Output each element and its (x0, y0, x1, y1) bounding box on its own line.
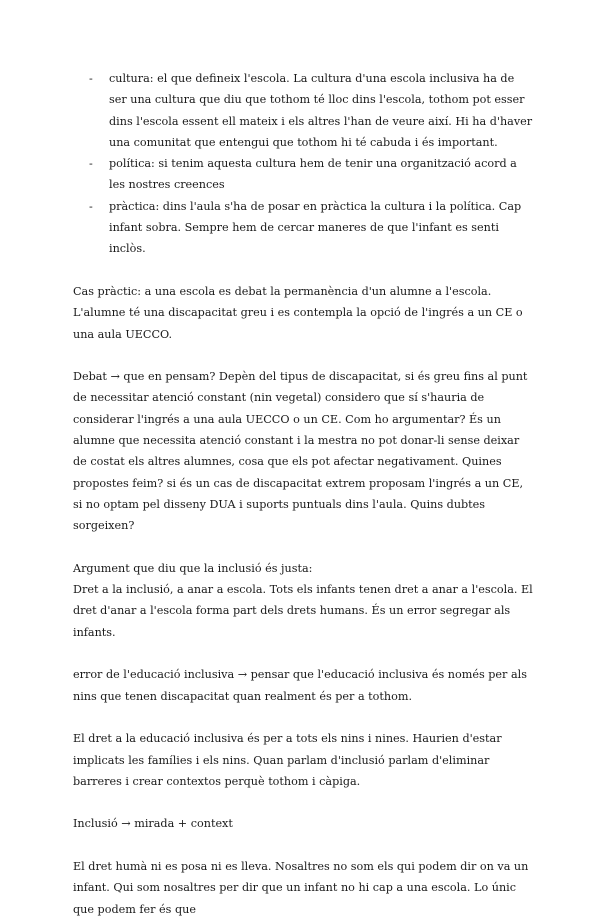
argument-heading: Argument que diu que la inclusió és justa: (73, 561, 313, 575)
bullet-dash: - (89, 199, 93, 213)
bullet-dash: - (89, 157, 93, 171)
inclusio-formula: Inclusió → mirada + context (73, 817, 233, 831)
bullet-text-practica: pràctica: dins l'aula s'ha de posar en pràctica la cultura i la política. Cap infant sobra. Sempre hem de cercar maneres de que l'infant es senti inclòs. (109, 199, 522, 256)
paragraph-argument: Dret a la inclusió, a anar a escola. Tots els infants tenen dret a anar a l'escola. El dret d'anar a l'escola forma part dels drets humans. És un error segregar als infants. (73, 583, 533, 639)
document-content (73, 68, 535, 920)
paragraph-dret: El dret a la educació inclusiva és per a tots els nins i nines. Haurien d'estar implicats les famílies i els nins. Quan parlam d'inclusió parlam d'eliminar barreres i crear contextos perquè tothom i càpiga. (73, 732, 502, 788)
bullet-text-politica: política: si tenim aquesta cultura hem de tenir una organització acord a les nostres creences (109, 157, 517, 192)
bullet-text-cultura: cultura: el que defineix l'escola. La cultura d'una escola inclusiva ha de ser una cultura que diu que tothom té lloc dins l'escola, tothom pot esser dins l'escola essent ell mateix i els altres l'han de veure així. Hi ha d'haver una comunitat que entengui que tothom hi té cabuda i és important. (109, 72, 533, 149)
list-item (73, 153, 535, 196)
list-item (73, 68, 535, 153)
paragraph-debat: Debat → que en pensam? Depèn del tipus de discapacitat, si és greu fins al punt de necessitar atenció constant (nin vegetal) considero que sí s'hauria de considerar l'ingrés a una aula UECCO o un CE. Com ho argumentar? És un alumne que necessita atenció constant i la mestra no pot donar-li sense deixar de costat els altres alumnes, cosa que els pot afectar negativament. Quines propostes feim? si és un cas de discapacitat extrem proposam l'ingrés a un CE, si no optam pel disseny DUA i suports puntuals dins l'aula. Quins dubtes sorgeixen? (73, 370, 528, 533)
paragraph-error: error de l'educació inclusiva → pensar que l'educació inclusiva és només per als nins que tenen discapacitat quan realment és per a tothom. (73, 668, 527, 703)
paragraph-cas-practic: Cas pràctic: a una escola es debat la permanència d'un alumne a l'escola. L'alumne té una discapacitat greu i es contempla la opció de l'ingrés a un CE o una aula UECCO. (73, 284, 523, 341)
paragraph-final: El dret humà ni es posa ni es lleva. Nosaltres no som els qui podem dir on va un infant. Qui som nosaltres per dir que un infant no hi cap a una escola. Lo únic que podem fer és que (73, 859, 529, 916)
bullet-dash: - (89, 72, 93, 85)
list-item (73, 196, 535, 260)
bullet-list (73, 68, 535, 260)
